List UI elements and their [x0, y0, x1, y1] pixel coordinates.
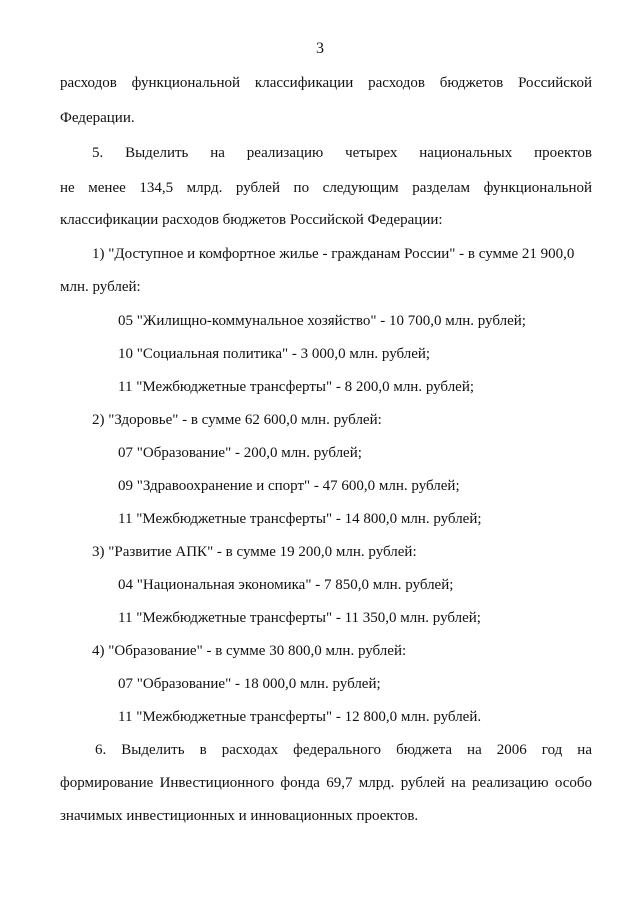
project-4-item-2: 11 "Межбюджетные трансферты" - 12 800,0 млн. рублей.	[118, 709, 482, 725]
project-2-item-2: 09 "Здравоохранение и спорт" - 47 600,0 млн. рублей;	[118, 478, 460, 494]
project-2-item-1: 07 "Образование" - 200,0 млн. рублей;	[118, 445, 362, 461]
page-number: 3	[316, 40, 324, 57]
project-1-item-2: 10 "Социальная политика" - 3 000,0 млн. рублей;	[118, 346, 431, 362]
item6-line-1: 6. Выделить в расходах федерального бюджета на 2006 год на	[95, 742, 592, 758]
project-4-item-1: 07 "Образование" - 18 000,0 млн. рублей;	[118, 676, 381, 692]
project-1-line-2: млн. рублей:	[60, 279, 141, 295]
item5-line-1: 5. Выделить на реализацию четырех национальных проектов	[92, 145, 592, 161]
project-1-item-3: 11 "Межбюджетные трансферты" - 8 200,0 млн. рублей;	[118, 379, 475, 395]
project-4-line-1: 4) "Образование" - в сумме 30 800,0 млн. рублей:	[92, 643, 407, 659]
project-3-item-1: 04 "Национальная экономика" - 7 850,0 млн. рублей;	[118, 577, 454, 593]
project-2-line-1: 2) "Здоровье" - в сумме 62 600,0 млн. рублей:	[92, 412, 382, 428]
project-3-line-1: 3) "Развитие АПК" - в сумме 19 200,0 млн. рублей:	[92, 544, 417, 560]
item6-line-3: значимых инвестиционных и инновационных проектов.	[60, 808, 419, 824]
project-3-item-2: 11 "Межбюджетные трансферты" - 11 350,0 млн. рублей;	[118, 610, 481, 626]
intro-line-2: Федерации.	[60, 110, 135, 126]
item5-line-2: не менее 134,5 млрд. рублей по следующим разделам функциональной	[60, 180, 592, 196]
item5-line-3: классификации расходов бюджетов Российской Федерации:	[60, 212, 443, 228]
project-1-item-1: 05 "Жилищно-коммунальное хозяйство" - 10 700,0 млн. рублей;	[118, 313, 526, 329]
item6-line-2: формирование Инвестиционного фонда 69,7 млрд. рублей на реализацию особо	[60, 775, 592, 791]
project-2-item-3: 11 "Межбюджетные трансферты" - 14 800,0 млн. рублей;	[118, 511, 482, 527]
intro-line-1: расходов функциональной классификации расходов бюджетов Российской	[60, 75, 592, 91]
project-1-line-1: 1) "Доступное и комфортное жилье - гражданам России" - в сумме 21 900,0	[92, 246, 575, 262]
